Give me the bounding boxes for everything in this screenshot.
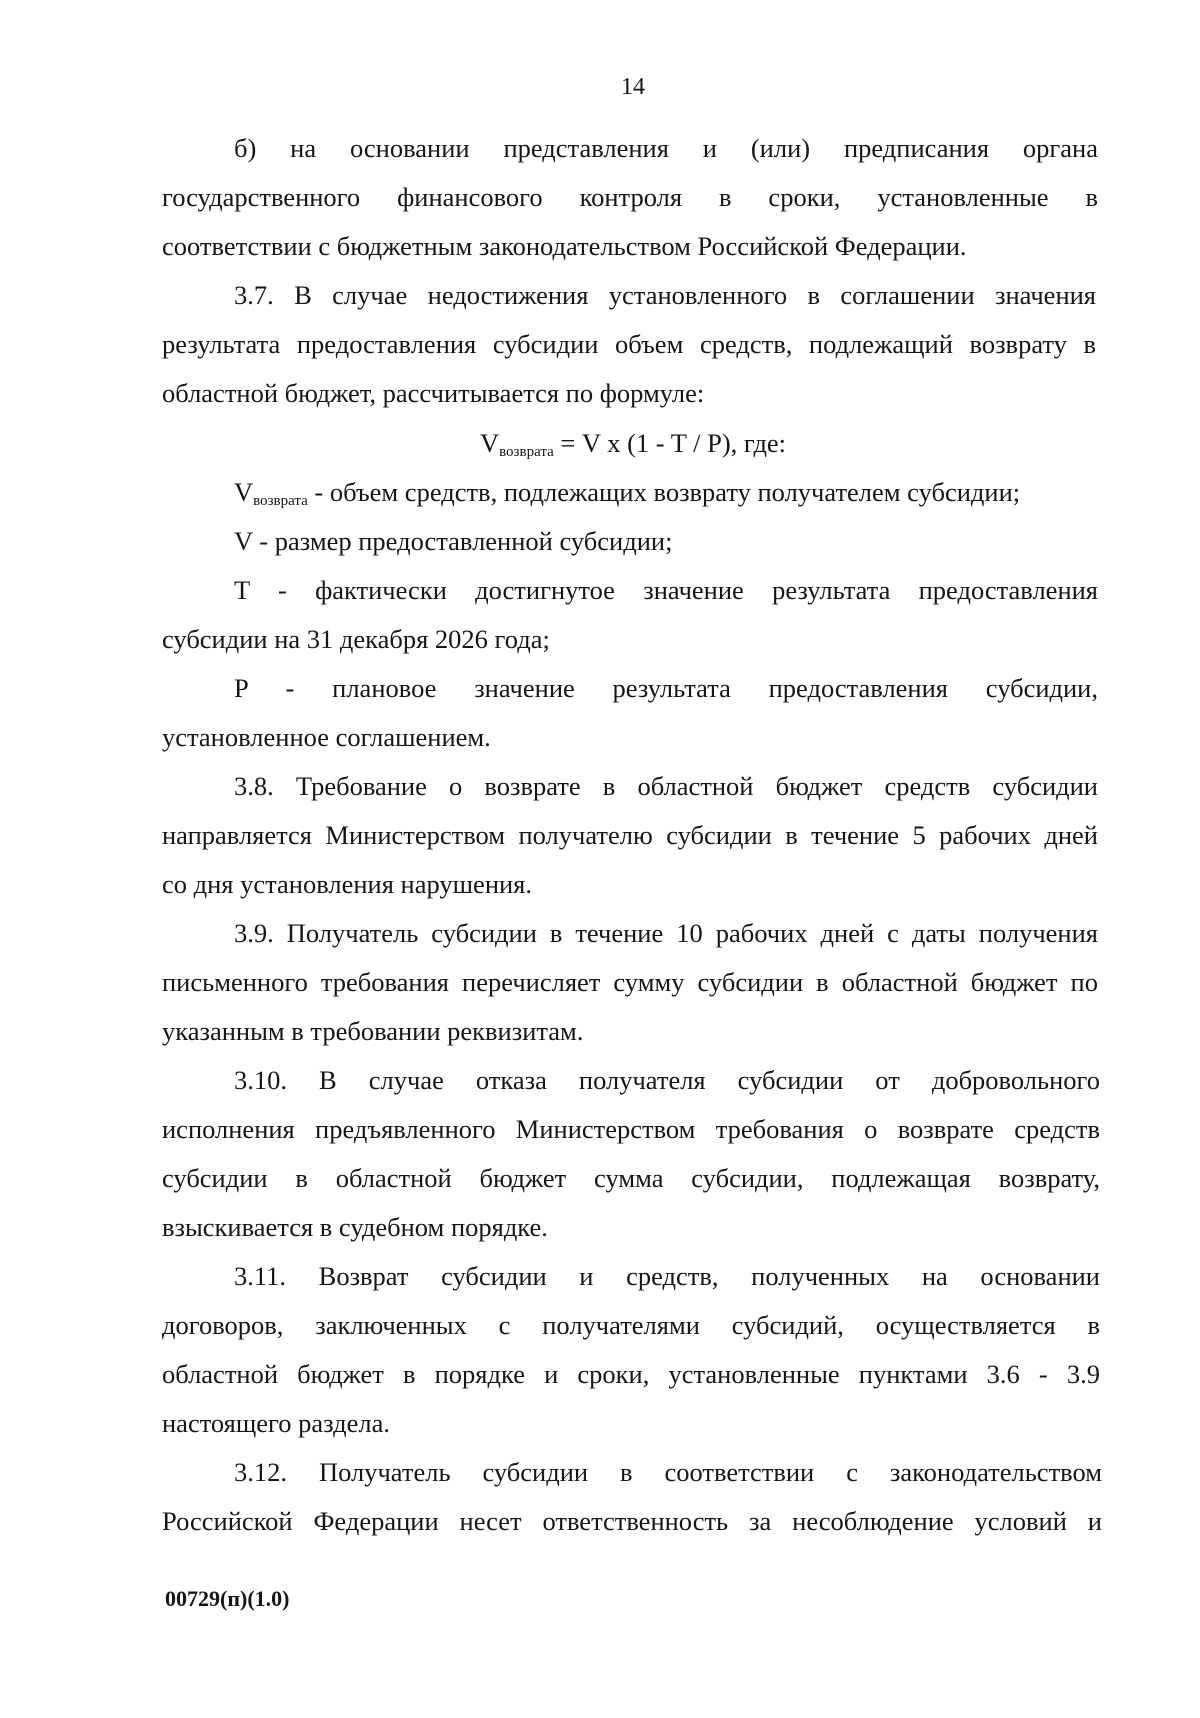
text-line: взыскивается в судебном порядке. <box>162 1212 548 1242</box>
page-number: 14 <box>621 74 645 100</box>
text-line: 3.11. Возврат субсидии и средств, полученных на основании <box>234 1261 1100 1291</box>
text-line: 3.7. В случае недостижения установленного в соглашении значения <box>234 280 1096 310</box>
text-line: исполнения предъявленного Министерством требования о возврате средств <box>162 1114 1100 1144</box>
text-line: результата предоставления субсидии объем средств, подлежащий возврату в <box>162 329 1096 359</box>
definition-line <box>234 477 1020 507</box>
text-line: 3.10. В случае отказа получателя субсидии от добровольного <box>234 1065 1100 1095</box>
definition-subscript: возврата <box>253 493 308 509</box>
text-line: б) на основании представления и (или) предписания органа <box>234 133 1098 163</box>
text-line: письменного требования перечисляет сумму субсидии в областной бюджет по <box>162 967 1098 997</box>
text-line: установленное соглашением. <box>162 722 491 752</box>
text-line: V - размер предоставленной субсидии; <box>234 526 673 556</box>
text-line: T - фактически достигнутое значение результата предоставления <box>234 575 1098 605</box>
text-line: областной бюджет, рассчитывается по формуле: <box>162 378 705 408</box>
text-line: областной бюджет в порядке и сроки, установленные пунктами 3.6 - 3.9 <box>162 1359 1100 1389</box>
formula-text: = V x (1 - T / P), где: <box>553 428 787 458</box>
text-line: настоящего раздела. <box>162 1408 390 1438</box>
text-line: договоров, заключенных с получателями субсидий, осуществляется в <box>162 1310 1100 1340</box>
formula-subscript: возврата <box>499 444 554 460</box>
text-line: указанным в требовании реквизитам. <box>162 1016 584 1046</box>
text-line: P - плановое значение результата предоставления субсидии, <box>234 673 1098 703</box>
text-line: направляется Министерством получателю субсидии в течение 5 рабочих дней <box>162 820 1098 850</box>
text-line: соответствии с бюджетным законодательством Российской Федерации. <box>162 231 967 261</box>
formula-symbol: V <box>479 428 500 458</box>
text-line: государственного финансового контроля в сроки, установленные в <box>162 182 1098 212</box>
document-code: 00729(п)(1.0) <box>165 1586 290 1611</box>
definition-symbol: V <box>234 477 254 507</box>
text-line: субсидии в областной бюджет сумма субсидии, подлежащая возврату, <box>162 1163 1100 1193</box>
formula-line <box>0 428 1200 458</box>
text-line: 3.9. Получатель субсидии в течение 10 рабочих дней с даты получения <box>234 918 1098 948</box>
text-line: 3.12. Получатель субсидии в соответствии с законодательством <box>234 1457 1102 1487</box>
text-line: со дня установления нарушения. <box>162 869 532 899</box>
definition-text: - объем средств, подлежащих возврату получателем субсидии; <box>307 477 1021 507</box>
text-line: 3.8. Требование о возврате в областной бюджет средств субсидии <box>234 771 1098 801</box>
text-line: Российской Федерации несет ответственность за несоблюдение условий и <box>162 1506 1102 1536</box>
text-line: субсидии на 31 декабря 2026 года; <box>162 624 550 654</box>
